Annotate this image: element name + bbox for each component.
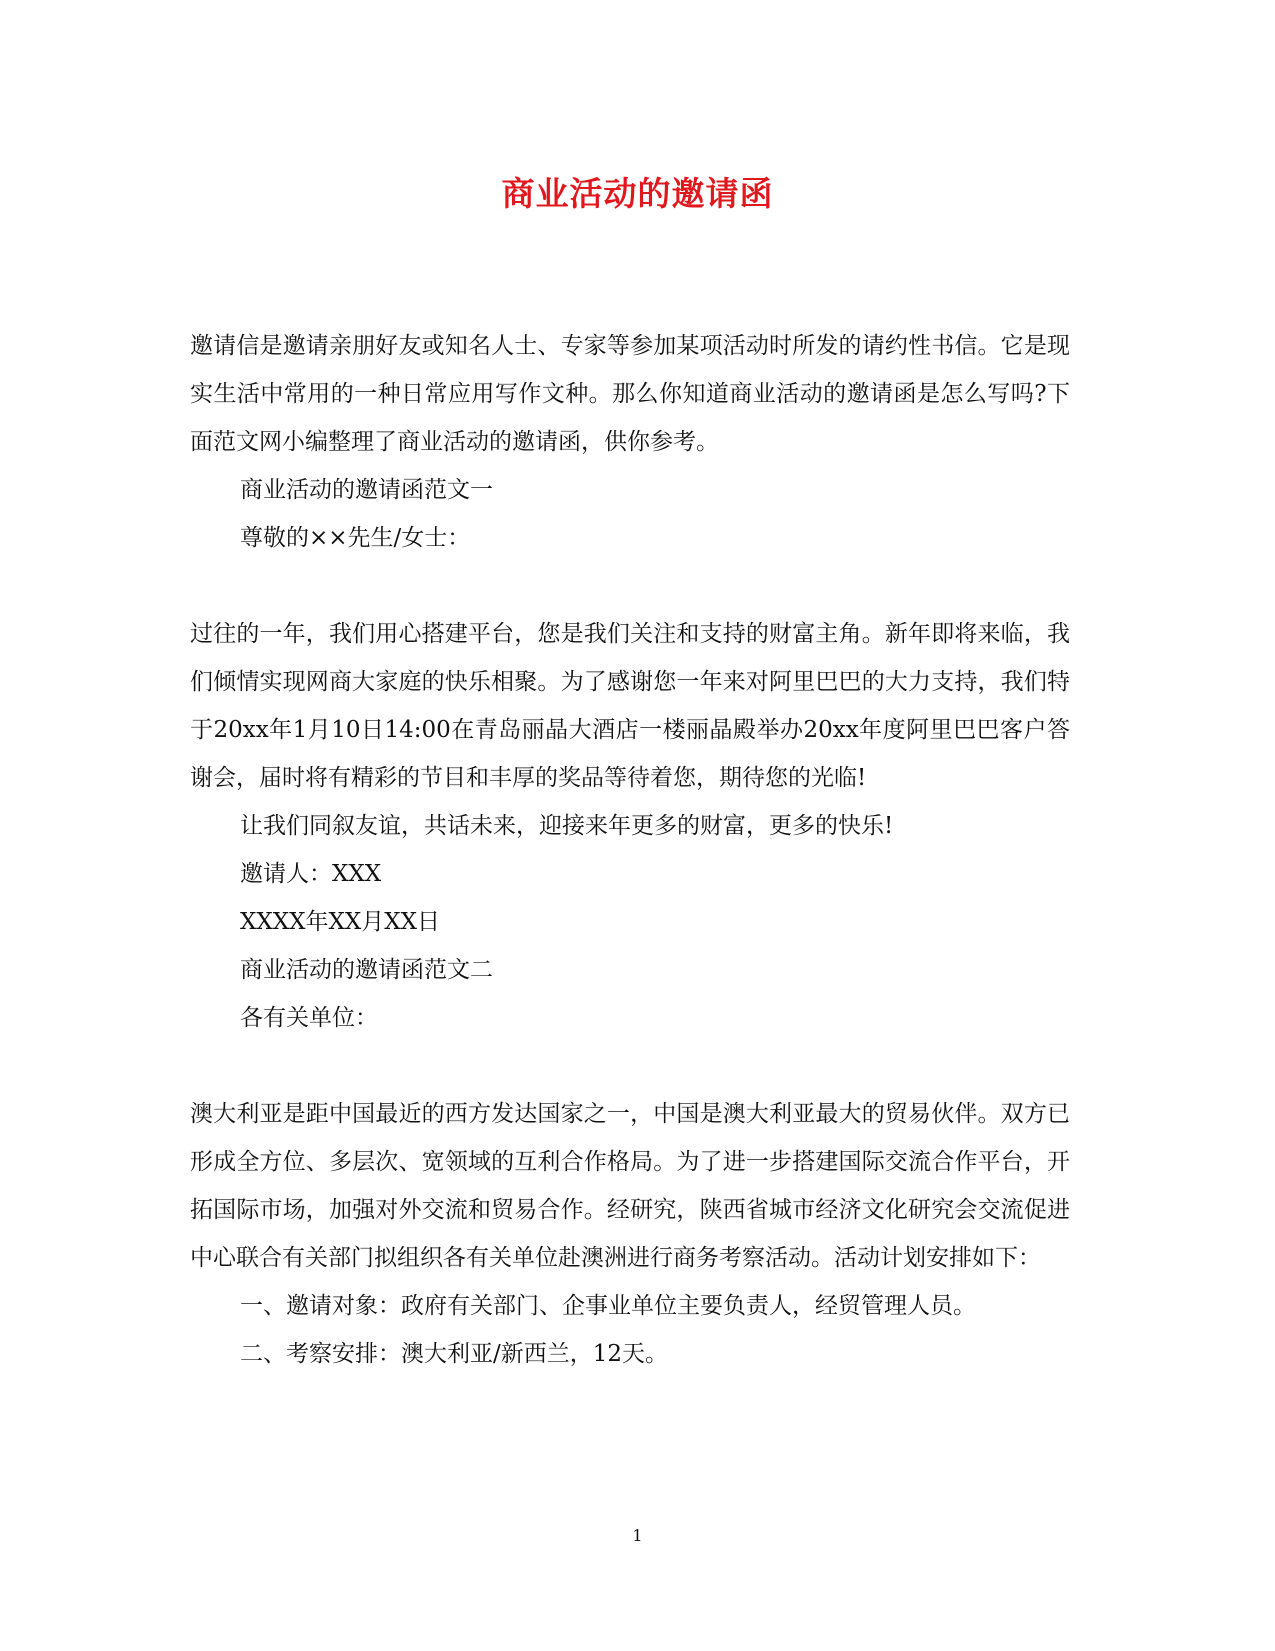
sample2-salutation: 各有关单位：: [240, 1005, 378, 1031]
intro-paragraph: 邀请信是邀请亲朋好友或知名人士、专家等参加某项活动时所发的请约性书信。它是现实生活中常用的一种日常应用写作文种。那么你知道商业活动的邀请函是怎么写吗?下面范文网小编整理了商业活动的邀请函，供你参考。: [190, 333, 1070, 455]
page-number: 1: [632, 1526, 643, 1545]
sample2-body: 澳大利亚是距中国最近的西方发达国家之一，中国是澳大利亚最大的贸易伙伴。双方已形成全方位、多层次、宽领域的互利合作格局。为了进一步搭建国际交流合作平台，开拓国际市场，加强对外交流和贸易合作。经研究，陕西省城市经济文化研究会交流促进中心联合有关部门拟组织各有关单位赴澳洲进行商务考察活动。活动计划安排如下：: [190, 1101, 1070, 1271]
sample1-body: 过往的一年，我们用心搭建平台，您是我们关注和支持的财富主角。新年即将来临，我们倾情实现网商大家庭的快乐相聚。为了感谢您一年来对阿里巴巴的大力支持，我们特于20xx年1月10日14:00在青岛丽晶大酒店一楼丽晶殿举办20xx年度阿里巴巴客户答谢会，届时将有精彩的节目和丰厚的奖品等待着您，期待您的光临!: [190, 621, 1070, 791]
sample1-salutation: 尊敬的××先生/女士：: [240, 525, 471, 551]
document-title: 商业活动的邀请函: [501, 174, 774, 213]
sample1-date: XXXX年XX月XX日: [240, 909, 440, 935]
sample1-heading: 商业活动的邀请函范文一: [240, 477, 493, 503]
sample1-inviter: 邀请人：XXX: [240, 861, 382, 887]
document-body: [190, 322, 1070, 1378]
sample2-item1: 一、邀请对象：政府有关部门、企事业单位主要负责人，经贸管理人员。: [240, 1293, 976, 1319]
paragraph-gap: [190, 1042, 1070, 1090]
sample1-closing: 让我们同叙友谊，共话未来，迎接来年更多的财富，更多的快乐!: [240, 813, 894, 839]
paragraph-gap: [190, 562, 1070, 610]
sample2-heading: 商业活动的邀请函范文二: [240, 957, 493, 983]
sample2-item2: 二、考察安排：澳大利亚/新西兰，12天。: [240, 1341, 669, 1367]
